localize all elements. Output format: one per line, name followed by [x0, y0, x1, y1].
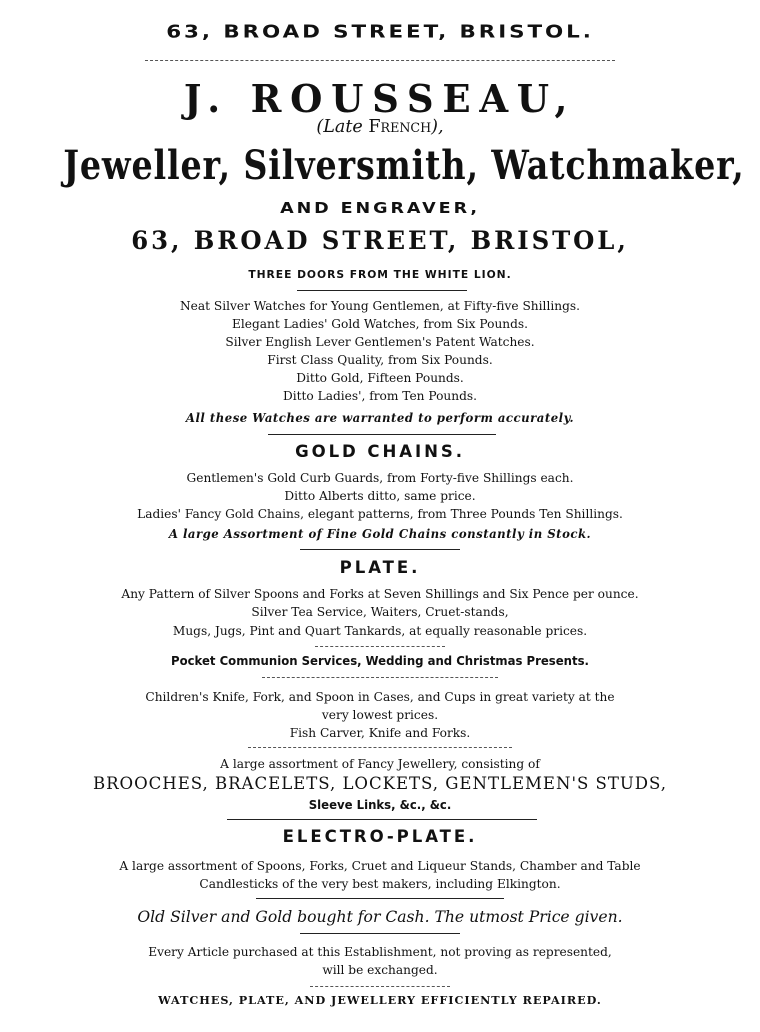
gold-chain-line: Ditto Alberts ditto, same price. [284, 488, 476, 503]
electro-plate-line: A large assortment of Spoons, Forks, Cruet and Liqueur Stands, Chamber and Table [119, 858, 641, 873]
divider [256, 898, 504, 899]
trades-title: Jeweller, Silversmith, Watchmaker, [63, 142, 745, 189]
plate-line: Mugs, Jugs, Pint and Quart Tankards, at equally reasonable prices. [172, 623, 588, 638]
watch-line: Neat Silver Watches for Young Gentlemen, at Fifty-five Shillings. [179, 298, 580, 313]
location-line: THREE DOORS FROM THE WHITE LION. [248, 268, 512, 281]
engraver-line: AND ENGRAVER, [280, 199, 480, 218]
watch-line: Ditto Ladies', from Ten Pounds. [282, 388, 478, 403]
plate-heading: PLATE. [339, 558, 421, 578]
electro-plate-heading: ELECTRO-PLATE. [282, 827, 478, 847]
childrens-line: Children's Knife, Fork, and Spoon in Cases, and Cups in great variety at the [145, 689, 615, 704]
divider [248, 747, 512, 748]
gold-chains-heading: GOLD CHAINS. [295, 442, 465, 462]
divider [315, 646, 445, 647]
plate-line: Any Pattern of Silver Spoons and Forks at Seven Shillings and Six Pence per ounce. [121, 586, 639, 601]
divider [262, 677, 498, 678]
communion-line: Pocket Communion Services, Wedding and Christmas Presents. [171, 654, 589, 668]
jewellery-extra: Sleeve Links, &c., &c. [308, 798, 452, 812]
childrens-line: very lowest prices. [321, 707, 439, 722]
watch-line: Ditto Gold, Fifteen Pounds. [296, 370, 464, 385]
guarantee-line: Every Article purchased at this Establishment, not proving as represented, [148, 944, 612, 959]
watch-warranty: All these Watches are warranted to perform accurately. [185, 411, 575, 425]
divider [297, 290, 467, 291]
jewellery-intro: A large assortment of Fancy Jewellery, consisting of [220, 756, 540, 771]
divider [145, 60, 615, 61]
gold-chain-line: Gentlemen's Gold Curb Guards, from Forty-five Shillings each. [186, 470, 574, 485]
gold-chain-line: Ladies' Fancy Gold Chains, elegant patterns, from Three Pounds Ten Shillings. [137, 506, 623, 521]
watch-line: Silver English Lever Gentlemen's Patent Watches. [225, 334, 535, 349]
address-top: 63, BROAD STREET, BRISTOL. [166, 22, 594, 43]
divider [227, 819, 537, 820]
divider [300, 933, 460, 934]
watch-line: First Class Quality, from Six Pounds. [267, 352, 493, 367]
guarantee-line: will be exchanged. [322, 962, 438, 977]
jewellery-items: BROOCHES, BRACELETS, LOCKETS, GENTLEMEN'S STUDS, [92, 774, 668, 794]
gold-chain-note: A large Assortment of Fine Gold Chains constantly in Stock. [168, 527, 592, 541]
address-mid: 63, BROAD STREET, BRISTOL, [131, 226, 629, 255]
divider [300, 549, 460, 550]
repair-footer: WATCHES, PLATE, AND JEWELLERY EFFICIENTLY REPAIRED. [158, 993, 602, 1007]
plate-line: Silver Tea Service, Waiters, Cruet-stands, [251, 604, 509, 619]
late-note: (Late French), [316, 116, 444, 137]
divider [310, 986, 450, 987]
divider [268, 434, 496, 435]
childrens-line: Fish Carver, Knife and Forks. [289, 725, 471, 740]
cash-line: Old Silver and Gold bought for Cash. The utmost Price given. [137, 907, 623, 926]
proprietor-name: J. ROUSSEAU, [183, 76, 577, 121]
watch-line: Elegant Ladies' Gold Watches, from Six Pounds. [231, 316, 529, 331]
electro-plate-line: Candlesticks of the very best makers, including Elkington. [199, 876, 561, 891]
